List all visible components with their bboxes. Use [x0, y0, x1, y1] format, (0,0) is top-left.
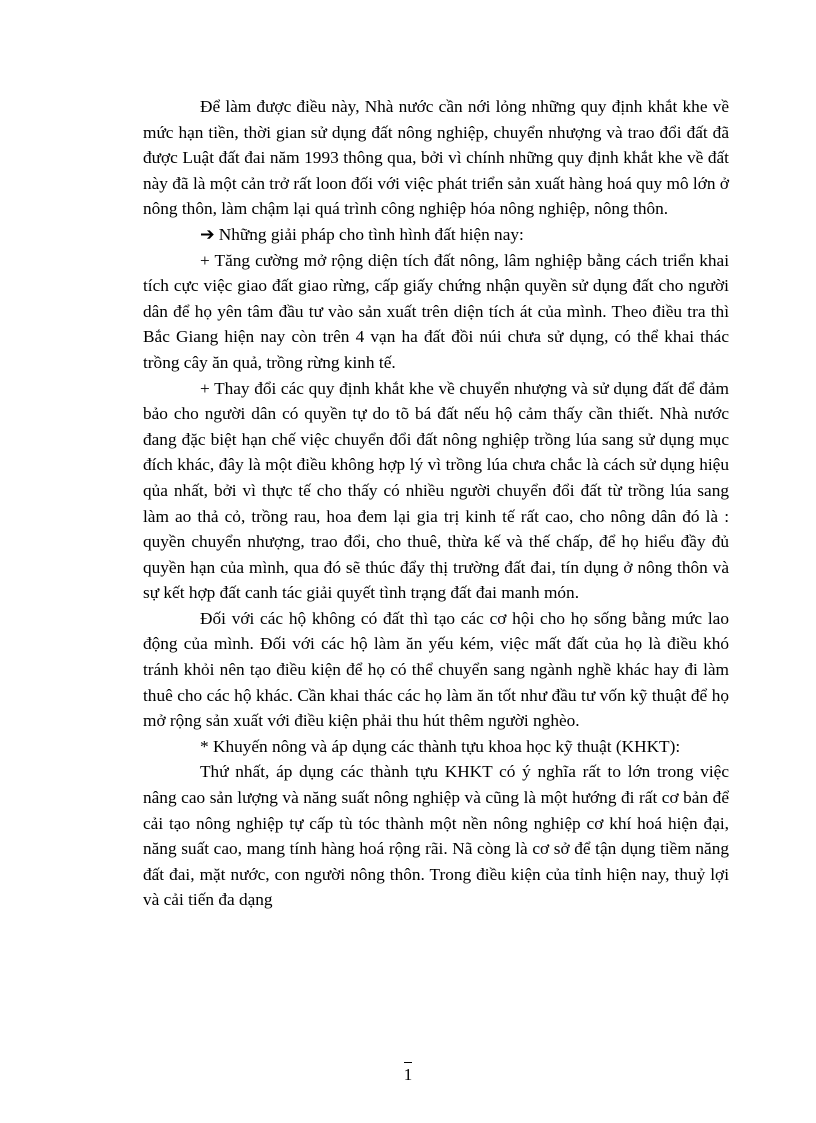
paragraph-expand-land-area: + Tăng cường mở rộng diện tích đất nông, lâm nghiệp bằng cách triển khai tích cực việc giao đất giao rừng, cấp giấy chứng nhận quyền sử dụng đất cho người dân để họ yên tâm đầu tư vào sản xuất trên diện tích át của mình. Theo điều tra thì Bắc Giang hiện nay còn trên 4 vạn ha đất đồi núi chưa sử dụng, có thể khai thác trồng cây ăn quả, trồng rừng kinh tế. — [143, 250, 729, 372]
document-body — [143, 94, 729, 913]
page-number-footer — [0, 1065, 816, 1085]
paragraph-apply-science-technology: Thứ nhất, áp dụng các thành tựu KHKT có ý nghĩa rất to lớn trong việc nâng cao sản lượng và năng suất nông nghiệp và cũng là một hướng đi rất cơ bản để cải tạo nông nghiệp tự cấp tù tóc thành một nền nông nghiệp cơ khí hoá hiện đại, năng suất cao, mang tính hàng hoá rộng rãi. Nã còng là cơ sở để tận dụng tiềm năng đất đai, mặt nước, con người nông thôn. Trong điều kiện của tỉnh hiện nay, thuỷ lợi và cải tiến đa dạng — [143, 762, 729, 910]
paragraph-landless-households: Đối với các hộ không có đất thì tạo các cơ hội cho họ sống bằng mức lao động của mình. Đối với các hộ làm ăn yếu kém, việc mất đất của họ là điều khó tránh khỏi nên tạo điều kiện để họ có thể chuyển sang ngành nghề khác hay đi làm thuê cho các hộ khác. Cần khai thác các họ làm ăn tốt như đầu tư vốn kỹ thuật để họ mở rộng sản xuất với điều kiện phải thu hút thêm người nghèo. — [143, 608, 729, 731]
paragraph-agricultural-extension-heading: * Khuyến nông và áp dụng các thành tựu khoa học kỹ thuật (KHKT): — [200, 736, 681, 756]
paragraph-solutions-heading: ➔ Những giải pháp cho tình hình đất hiện nay: — [200, 224, 524, 244]
page-number: 1 — [403, 1065, 413, 1084]
paragraph-change-regulations: + Thay đổi các quy định khắt khe về chuyển nhượng và sử dụng đất để đảm bảo cho người dân có quyền tự do tõ bá đất nếu hộ cảm thấy cần thiết. Nhà nước đang đặc biệt hạn chế việc chuyển đổi đất nông nghiệp trồng lúa sang sử dụng mục đích khác, đây là một điều không hợp lý vì trồng lúa chưa chắc là cách sử dụng hiệu qủa nhất, bởi vì thực tế cho thấy có nhiều người chuyển đổi đất từ trồng lúa sang làm ao thả cỏ, trồng rau, hoa đem lại gia trị kinh tế rất cao, cho nông dân đó là : quyền chuyển nhượng, trao đổi, cho thuê, thừa kế và thế chấp, để họ hiểu đầy đủ quyền hạn của mình, qua đó sẽ thúc đẩy thị trường đất đai, tín dụng ở nông thôn và sự kết hợp đất canh tác giải quyết tình trạng đất đai manh món. — [143, 378, 729, 603]
paragraph-land-policy: Để làm được điều này, Nhà nước cần nới lỏng những quy định khắt khe về mức hạn tiền, thời gian sử dụng đất nông nghiệp, chuyển nhượng và trao đổi đất đã được Luật đất đai năm 1993 thông qua, bởi vì chính những quy định khắt khe về đất này đã là một cản trở rất loon đối với việc phát triển sản xuất hàng hoá quy mô lớn ở nông thôn, làm chậm lại quá trình công nghiệp hóa nông nghiệp, nông thôn. — [143, 97, 729, 219]
